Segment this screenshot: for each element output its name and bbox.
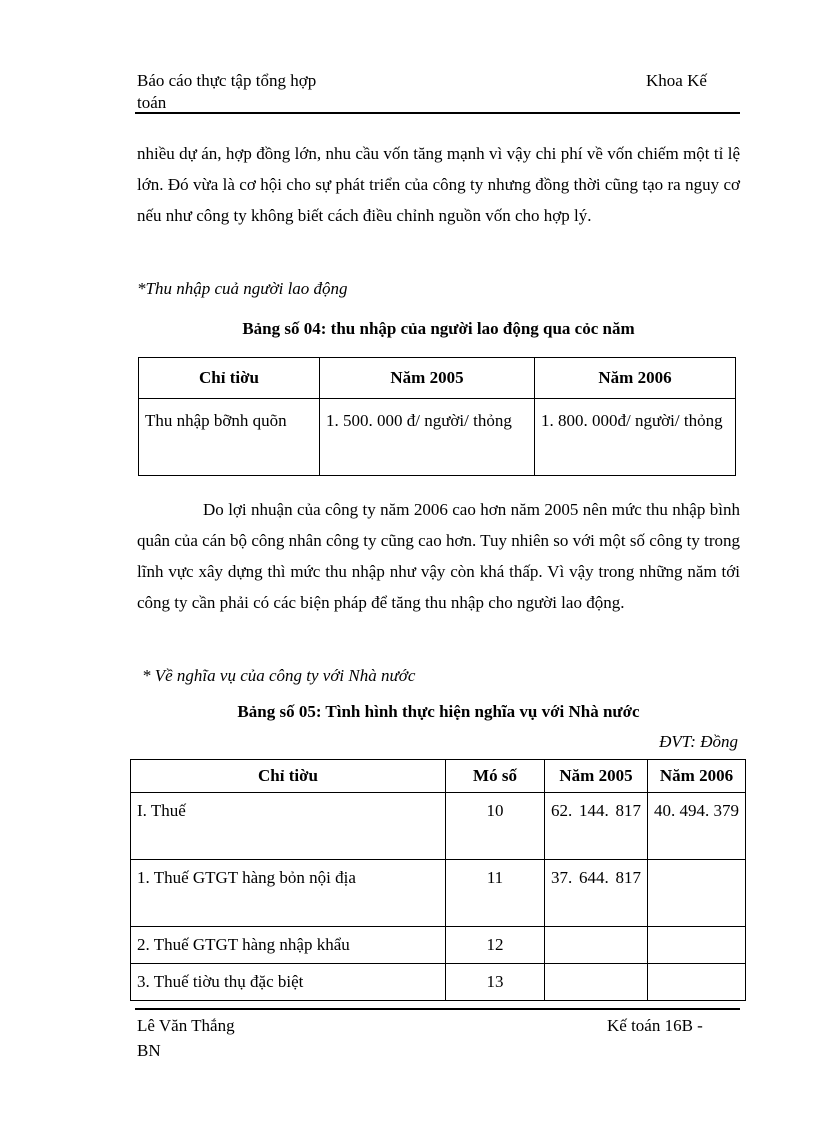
- footer-author-line2: BN: [137, 1041, 161, 1060]
- section-title-income: *Thu nhập cuả người lao động: [137, 279, 348, 298]
- table-cell: 62. 144. 817: [545, 793, 648, 860]
- page-footer-left: [137, 1013, 235, 1063]
- table-row: [131, 964, 746, 1001]
- table-cell: [648, 860, 746, 927]
- footer-author: Lê Văn Thắng: [137, 1016, 235, 1035]
- table-cell: 1. Thuế GTGT hàng bỏn nội địa: [131, 860, 446, 927]
- table-cell: 3. Thuế tiờu thụ đặc biệt: [131, 964, 446, 1001]
- table-header-cell: Năm 2005: [545, 760, 648, 793]
- table-cell: 10: [446, 793, 545, 860]
- header-title-line2: toán: [137, 93, 167, 112]
- table-header-cell: Chỉ tiờu: [131, 760, 446, 793]
- table-cell: [648, 927, 746, 964]
- table-cell: [648, 964, 746, 1001]
- income-table: [138, 357, 736, 476]
- table-header-cell: Năm 2006: [648, 760, 746, 793]
- table-header-cell: Chỉ tiờu: [139, 358, 320, 399]
- page-header-left: [137, 70, 316, 114]
- section-title-obligation: * Về nghĩa vụ của công ty với Nhà nước: [142, 666, 416, 685]
- table-cell: 37. 644. 817: [545, 860, 648, 927]
- table-cell: 1. 500. 000 đ/ người/ thỏng: [320, 399, 535, 476]
- table-cell: [545, 927, 648, 964]
- table1-caption: Bảng số 04: thu nhập của người lao động qua cỏc năm: [242, 319, 635, 338]
- table-cell: Thu nhập bỡnh quõn: [139, 399, 320, 476]
- table-row: [131, 860, 746, 927]
- table-header-cell: Mó số: [446, 760, 545, 793]
- table-cell: 2. Thuế GTGT hàng nhập khẩu: [131, 927, 446, 964]
- table-header-row: [131, 760, 746, 793]
- unit-label: ĐVT: Đồng: [659, 732, 738, 751]
- table-cell: 40. 494. 379: [648, 793, 746, 860]
- table-header-cell: Năm 2005: [320, 358, 535, 399]
- paragraph-1: nhiều dự án, hợp đồng lớn, nhu cầu vốn tăng mạnh vì vậy chi phí về vốn chiếm một tỉ lệ lớn. Đó vừa là cơ hội cho sự phát triển của công ty nhưng đồng thời cũng tạo ra nguy cơ nếu như công ty không biết cách điều chỉnh nguồn vốn cho hợp lý.: [137, 144, 740, 225]
- table-cell: 13: [446, 964, 545, 1001]
- footer-rule: [135, 1008, 740, 1010]
- table-cell: 1. 800. 000đ/ người/ thỏng: [535, 399, 736, 476]
- header-title-line1: Báo cáo thực tập tổng hợp: [137, 71, 317, 90]
- tax-table: [130, 759, 746, 1001]
- table-row: [131, 927, 746, 964]
- table-header-cell: Năm 2006: [535, 358, 736, 399]
- paragraph-2: Do lợi nhuận của công ty năm 2006 cao hơn năm 2005 nên mức thu nhập bình quân của cán bộ công nhân công ty cũng cao hơn. Tuy nhiên so với một số công ty trong lĩnh vực xây dựng thì mức thu nhập như vậy còn khá thấp. Vì vậy trong những năm tới công ty cần phải có các biện pháp để tăng thu nhập cho người lao động.: [137, 500, 740, 612]
- table-row: [139, 399, 736, 476]
- table-cell: I. Thuế: [131, 793, 446, 860]
- page-header-right: Khoa Kế: [646, 71, 707, 90]
- table-header-row: [139, 358, 736, 399]
- table-cell: 11: [446, 860, 545, 927]
- table-cell: [545, 964, 648, 1001]
- table2-caption: Bảng số 05: Tình hình thực hiện nghĩa vụ với Nhà nước: [237, 702, 640, 721]
- table-row: [131, 793, 746, 860]
- page-footer-right: Kế toán 16B -: [607, 1016, 703, 1035]
- table-cell: 12: [446, 927, 545, 964]
- header-rule: [135, 112, 740, 114]
